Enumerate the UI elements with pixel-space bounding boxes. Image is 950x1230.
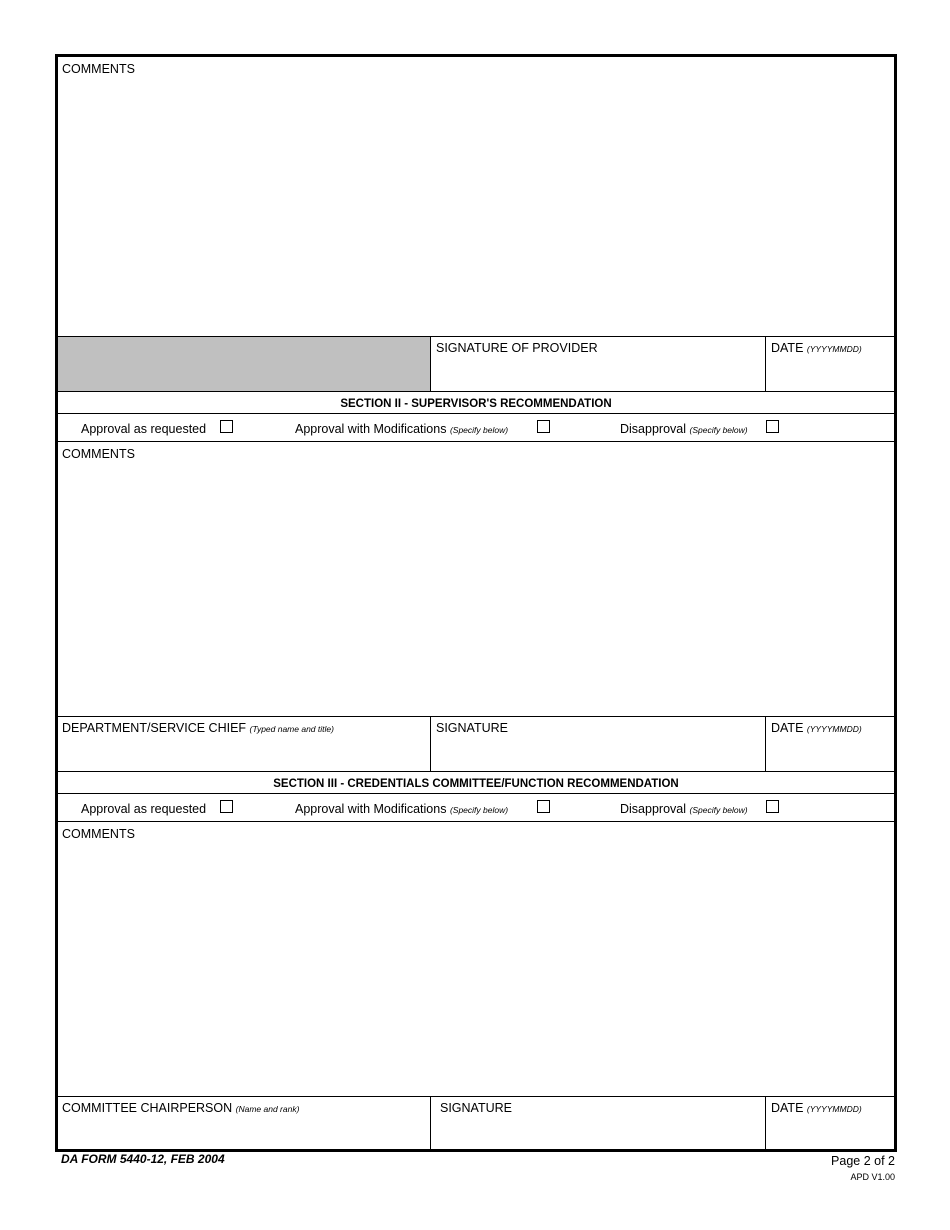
disapproval-note: (Specify below) bbox=[689, 805, 748, 815]
section2-disapproval-label bbox=[620, 423, 748, 436]
section3-comments-field[interactable] bbox=[58, 822, 894, 1096]
section3-approval-label: Approval as requested bbox=[81, 802, 207, 816]
chairperson-signature-label: SIGNATURE bbox=[440, 1101, 512, 1115]
section2-approval-label: Approval as requested bbox=[81, 422, 207, 436]
section2-modifications-label bbox=[295, 423, 508, 436]
section2-modifications-checkbox[interactable] bbox=[537, 420, 550, 433]
chairperson-note: (Name and rank) bbox=[235, 1104, 300, 1114]
date-label-text: DATE bbox=[771, 1101, 804, 1115]
date-format-hint: (YYYYMMDD) bbox=[806, 344, 862, 354]
provider-date-label bbox=[771, 342, 862, 355]
section3-disapproval-checkbox[interactable] bbox=[766, 800, 779, 813]
section1-comments-field[interactable] bbox=[58, 57, 894, 336]
form-id: DA FORM 5440-12, FEB 2004 bbox=[61, 1152, 225, 1166]
chief-signature-label: SIGNATURE bbox=[436, 721, 508, 735]
section3-approval-checkbox[interactable] bbox=[220, 800, 233, 813]
section2-approval-checkbox[interactable] bbox=[220, 420, 233, 433]
chief-date-label bbox=[771, 722, 862, 735]
version-label: APD V1.00 bbox=[850, 1172, 895, 1182]
disapproval-note: (Specify below) bbox=[689, 425, 748, 435]
section3-modifications-checkbox[interactable] bbox=[537, 800, 550, 813]
modifications-note: (Specify below) bbox=[449, 805, 509, 815]
section3-title: SECTION III - CREDENTIALS COMMITTEE/FUNCTION RECOMMENDATION bbox=[273, 778, 679, 790]
disapproval-text: Disapproval bbox=[620, 422, 687, 436]
chief-label-text: DEPARTMENT/SERVICE CHIEF bbox=[62, 721, 247, 735]
section2-disapproval-checkbox[interactable] bbox=[766, 420, 779, 433]
chief-note: (Typed name and title) bbox=[249, 724, 334, 734]
date-format-hint: (YYYYMMDD) bbox=[806, 724, 862, 734]
section2-comments-label: COMMENTS bbox=[62, 447, 135, 461]
section2-title: SECTION II - SUPERVISOR'S RECOMMENDATION bbox=[340, 398, 612, 410]
divider bbox=[58, 793, 894, 794]
form-page bbox=[55, 54, 897, 1152]
chief-label bbox=[62, 722, 334, 735]
provider-signature-label: SIGNATURE OF PROVIDER bbox=[436, 341, 598, 355]
modifications-text: Approval with Modifications bbox=[295, 422, 447, 436]
section3-comments-label: COMMENTS bbox=[62, 827, 135, 841]
section1-comments-label: COMMENTS bbox=[62, 62, 135, 76]
section3-disapproval-label bbox=[620, 803, 748, 816]
chairperson-label bbox=[62, 1102, 299, 1115]
page-number: Page 2 of 2 bbox=[831, 1154, 895, 1168]
divider bbox=[58, 771, 894, 772]
disapproval-text: Disapproval bbox=[620, 802, 687, 816]
modifications-text: Approval with Modifications bbox=[295, 802, 447, 816]
date-label-text: DATE bbox=[771, 341, 804, 355]
shaded-cell bbox=[58, 337, 430, 391]
chairperson-label-text: COMMITTEE CHAIRPERSON bbox=[62, 1101, 233, 1115]
section3-modifications-label bbox=[295, 803, 508, 816]
date-format-hint: (YYYYMMDD) bbox=[806, 1104, 862, 1114]
date-label-text: DATE bbox=[771, 721, 804, 735]
chairperson-date-label bbox=[771, 1102, 862, 1115]
divider bbox=[58, 391, 894, 392]
section2-comments-field[interactable] bbox=[58, 442, 894, 716]
divider bbox=[58, 413, 894, 414]
modifications-note: (Specify below) bbox=[449, 425, 509, 435]
